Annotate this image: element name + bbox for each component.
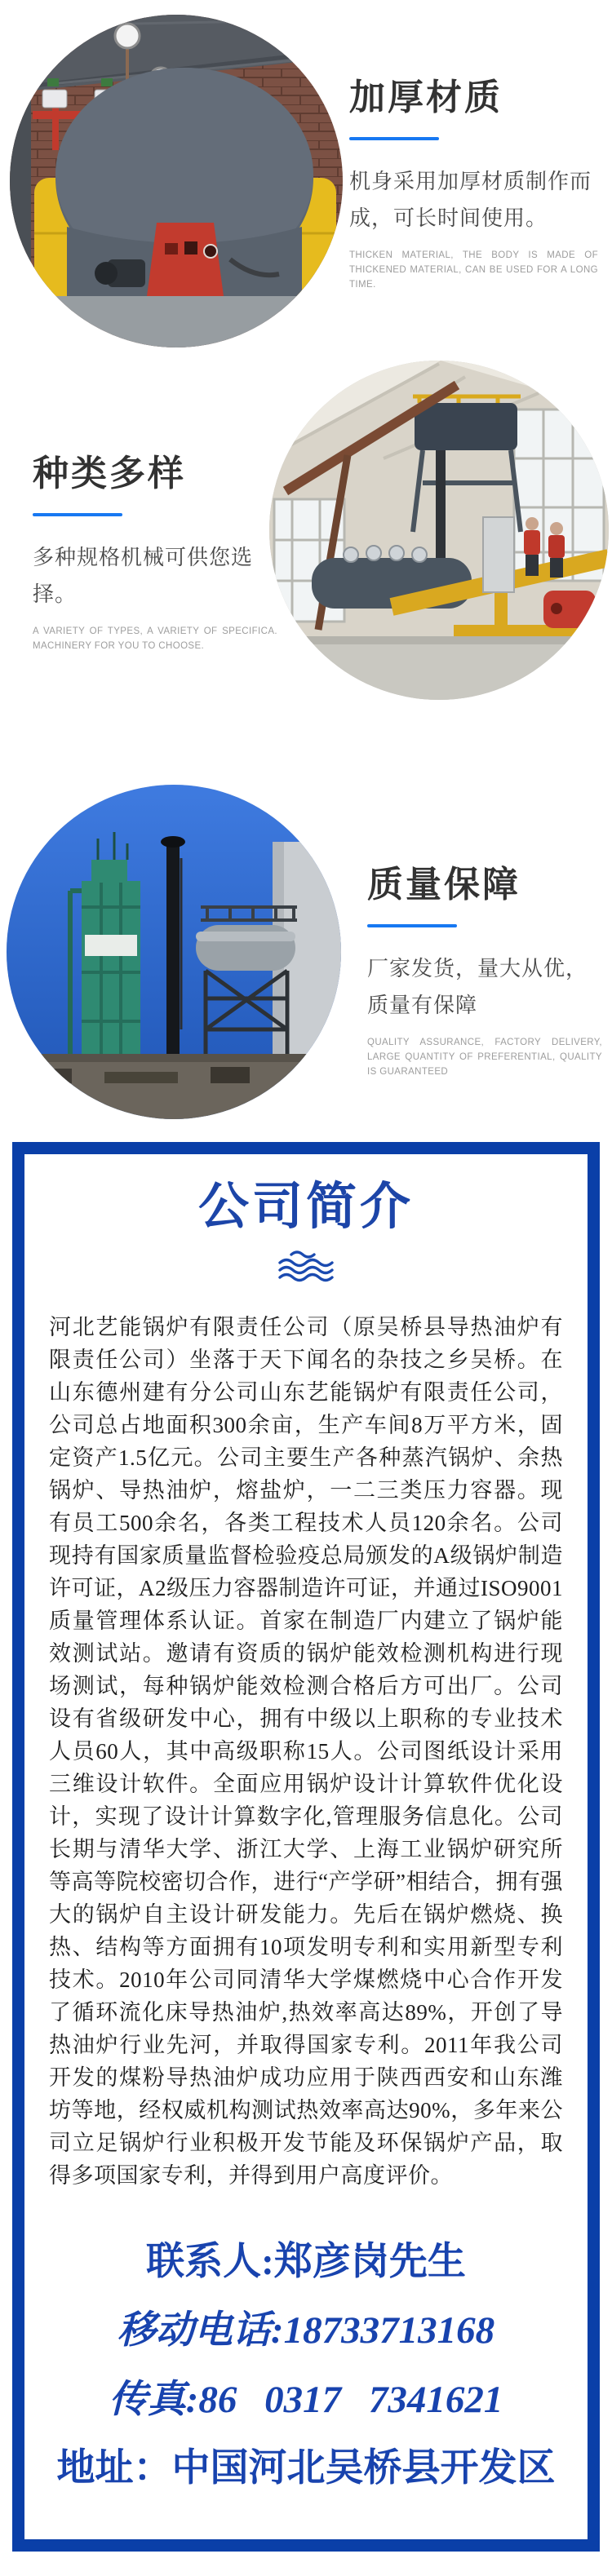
feature-photo-quality — [7, 785, 341, 1119]
company-intro-paragraph: 河北艺能锅炉有限责任公司（原吴桥县导热油炉有限责任公司）坐落于天下闻名的杂技之乡吴桥。在山东德州建有分公司山东艺能锅炉有限责任公司，公司总占地面积300余亩，生产车间8万平方米，固定资产1.5亿元。公司主要生产各种蒸汽锅炉、余热锅炉、导热油炉，熔盐炉，一二三类压力容器。现有员工500余名，各类工程技术人员120余名。公司现持有国家质量监督检验疫总局颁发的A级锅炉制造许可证，A2级压力容器制造许可证，并通过ISO9001质量管理体系认证。首家在制造厂内建立了锅炉能效测试站。邀请有资质的锅炉能效检测机构进行现场测试，每种锅炉能效检测合格后方可出厂。公司设有省级研发中心，拥有中级以上职称的专业技术人员60人，其中高级职称15人。公司图纸设计采用三维设计软件。全面应用锅炉设计计算软件优化设计，实现了设计计算数字化,管理服务信息化。公司长期与清华大学、浙江大学、上海工业锅炉研究所等高等院校密切合作，进行“产学研”相结合，拥有强大的锅炉自主设计研发能力。先后在锅炉燃烧、换热、结构等方面拥有10项发明专利和实用新型专利技术。2010年公司同清华大学煤燃烧中心合作开发了循环流化床导热油炉,热效率高达89%，开创了导热油炉行业先河，并取得国家专利。2011年我公司开发的煤粉导热油炉成功应用于陕西西安和山东潍坊等地，经权威机构测试热效率高达90%，多年来公司立足锅炉行业积极开发节能及环保锅炉产品，取得多项国家专利，并得到用户高度评价。 — [49, 1315, 564, 2188]
contact-address-line: 地址：中国河北吴桥县开发区 — [56, 2447, 556, 2490]
title-underline — [349, 137, 439, 140]
asphalt-plant-illustration — [7, 785, 341, 1119]
feature-photo-variety — [269, 361, 609, 700]
feature-caption-en: QUALITY ASSURANCE, FACTORY DELIVERY, LARGE QUANTITY OF PREFERENTIAL, QUALITY IS GUARANTEED — [367, 1037, 602, 1077]
title-underline — [33, 513, 122, 516]
wave-divider-icon — [24, 1250, 588, 1286]
feature-caption-en: THICKEN MATERIAL, THE BODY IS MADE OF THICKENED MATERIAL, CAN BE USED FOR A LONG TIME. — [349, 250, 598, 290]
contact-info — [24, 2239, 588, 2492]
contact-mobile-line: 移动电话:18733713168 — [117, 2309, 495, 2352]
feature-description: 机身采用加厚材质制作而成，可长时间使用。 — [349, 168, 592, 230]
feature-title: 种类多样 — [33, 454, 186, 494]
feature-block-thick-material — [349, 77, 598, 292]
contact-fax-line: 传真:86 0317 7341621 — [109, 2378, 503, 2421]
feature-block-quality — [367, 865, 602, 1079]
company-intro-box — [12, 1142, 600, 2552]
yellow-boiler-illustration — [10, 15, 343, 347]
contact-person-line: 联系人:郑彦岗先生 — [146, 2241, 466, 2283]
feature-title: 加厚材质 — [349, 77, 503, 117]
feature-description: 厂家发货，量大从优，质量有保障 — [367, 955, 588, 1017]
title-underline — [367, 924, 457, 927]
company-title: 公司简介 — [197, 1180, 414, 1235]
feature-block-variety — [33, 454, 277, 653]
workshop-boiler-illustration — [269, 361, 609, 700]
feature-photo-thick-material — [10, 15, 343, 347]
feature-caption-en: A VARIETY OF TYPES, A VARIETY OF SPECIFICA. MACHINERY FOR YOU TO CHOOSE. — [33, 626, 277, 651]
feature-title: 质量保障 — [367, 865, 521, 905]
feature-description: 多种规格机械可供您选择。 — [33, 544, 254, 606]
